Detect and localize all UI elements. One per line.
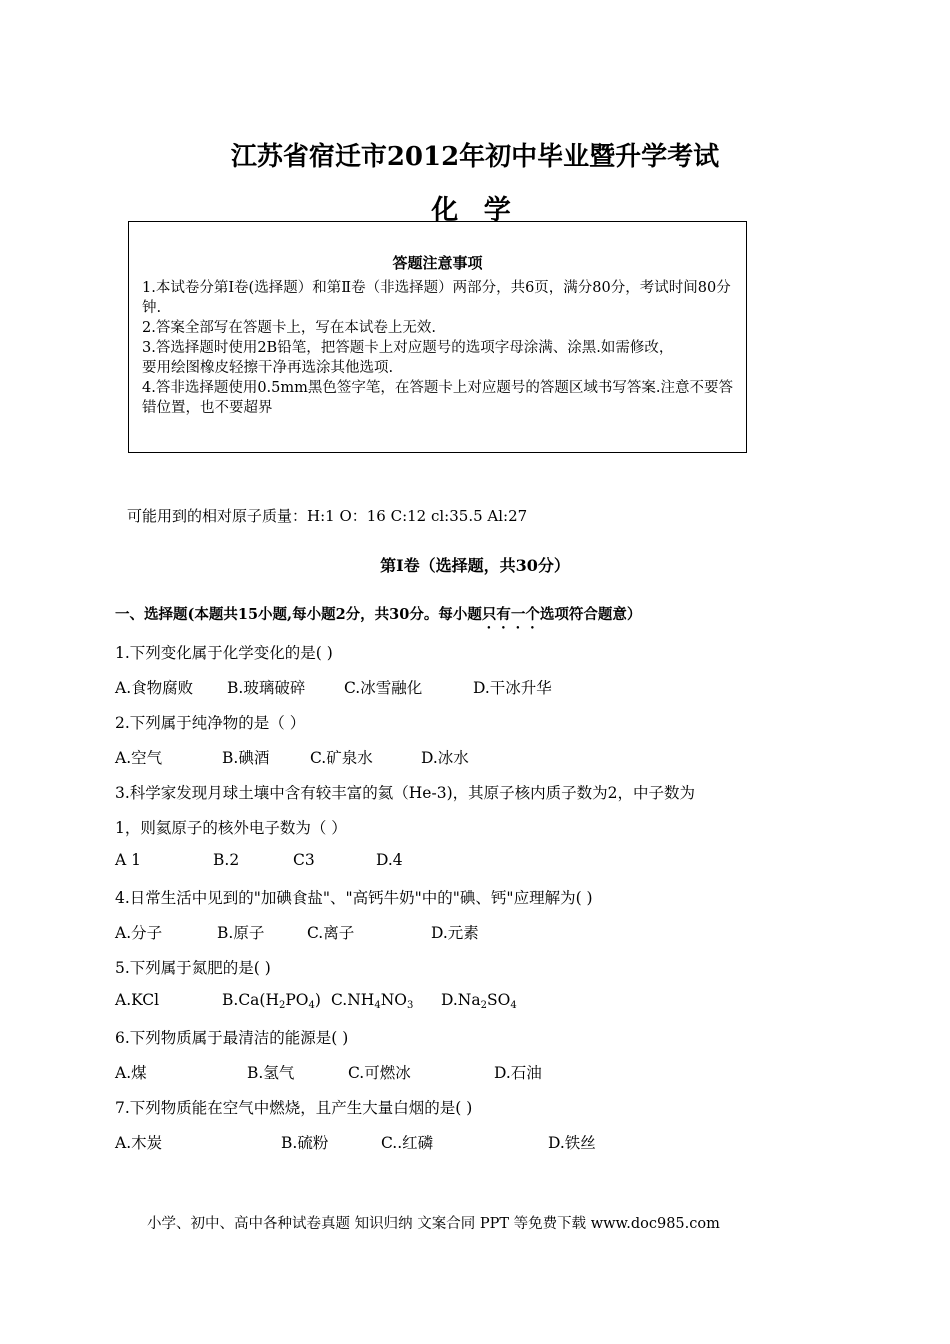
formula-subscript: 2 [278, 1000, 286, 1011]
formula-text: ) [314, 991, 321, 1009]
exam-title: 江苏省宿迁市2012年初中毕业暨升学考试 [230, 142, 720, 172]
option-a: A.空气 [115, 749, 163, 767]
option-d: D.元素 [431, 924, 479, 942]
formula-subscript: 3 [406, 1000, 414, 1011]
section-emphasis: 只有一个 [481, 606, 540, 623]
option-a: A.KCl [115, 991, 160, 1009]
option-c: C3 [293, 851, 315, 869]
question-options [115, 676, 765, 698]
option-b: B.碘酒 [222, 749, 270, 767]
question-stem: 1.下列变化属于化学变化的是( ) [115, 644, 333, 662]
question-options [115, 1061, 765, 1083]
formula-subscript: 4 [308, 1000, 315, 1011]
option-b: B.氢气 [247, 1064, 295, 1082]
question-stem: 7.下列物质能在空气中燃烧，且产生大量白烟的是( ) [115, 1099, 473, 1117]
question-options [115, 921, 765, 943]
formula-text: D.Na [441, 991, 481, 1009]
formula-text: SO [486, 991, 511, 1009]
option-d: D.冰水 [421, 749, 469, 767]
section-prefix: 一、选择题(本题共15小题,每小题2分，共30分。每小题 [115, 606, 482, 623]
subject-title: 化 学 [431, 195, 519, 226]
option-a: A.分子 [115, 924, 163, 942]
instruction-line: 2.答案全部写在答题卡上，写在本试卷上无效. [142, 320, 436, 336]
option-c: C..红磷 [381, 1134, 434, 1152]
option-a: A.食物腐败 [115, 679, 194, 697]
formula-text: B.Ca(H [222, 991, 279, 1009]
instruction-line: 3.答选择题时使用2B铅笔，把答题卡上对应题号的选项字母涂满、涂黑.如需修改， [142, 340, 674, 356]
formula-subscript: 4 [374, 1000, 381, 1011]
option-a: A.木炭 [115, 1134, 163, 1152]
section-suffix: 选项符合题意） [539, 606, 642, 623]
option-d [441, 991, 517, 1009]
question-stem-continued: 1，则氦原子的核外电子数为（ ） [115, 819, 347, 837]
option-b: B.玻璃破碎 [227, 679, 306, 697]
question-stem: 3.科学家发现月球土壤中含有较丰富的氦（He-3)，其原子核内质子数为2，中子数为 [115, 784, 695, 802]
question-stem: 2.下列属于纯净物的是（ ） [115, 714, 306, 732]
instructions-heading: 答题注意事项 [392, 254, 483, 272]
part-title: 第Ⅰ卷（选择题，共30分） [380, 556, 570, 575]
option-c: C.可燃冰 [348, 1064, 411, 1082]
page-footer: 小学、初中、高中各种试卷真题 知识归纳 文案合同 PPT 等免费下载 www.doc985.com [147, 1216, 720, 1232]
question-stem: 4.日常生活中见到的"加碘食盐"、"高钙牛奶"中的"碘、钙"应理解为( ) [115, 889, 593, 907]
option-d: D.铁丝 [548, 1134, 596, 1152]
formula-subscript: 4 [510, 1000, 517, 1011]
question-stem: 5.下列属于氮肥的是( ) [115, 959, 271, 977]
formula-text: C.NH [331, 991, 375, 1009]
atomic-masses: 可能用到的相对原子质量：H:1 O：16 C:12 cl:35.5 Al:27 [127, 507, 528, 525]
instructions-body [142, 278, 740, 418]
option-c: C.离子 [307, 924, 355, 942]
instruction-line: 1.本试卷分第Ⅰ卷(选择题）和第Ⅱ卷（非选择题）两部分，共6页，满分80分，考试时间80分钟. [142, 280, 731, 316]
option-d: D.石油 [494, 1064, 542, 1082]
section-title [115, 603, 641, 632]
formula-subscript: 2 [480, 1000, 487, 1011]
instruction-line: 4.答非选择题使用0.5mm黑色签字笔，在答题卡上对应题号的答题区域书写答案.注意不要答错位置，也不要超界 [142, 380, 733, 416]
option-c: C.矿泉水 [310, 749, 373, 767]
option-b: B.原子 [217, 924, 265, 942]
option-b: B.硫粉 [281, 1134, 329, 1152]
formula-text: NO [380, 991, 407, 1009]
question-options [115, 851, 765, 873]
formula-text: PO [285, 991, 309, 1009]
option-a: A.煤 [115, 1064, 147, 1082]
question-stem: 6.下列物质属于最清洁的能源是( ) [115, 1029, 349, 1047]
option-b: B.2 [213, 851, 240, 869]
instructions-box [128, 221, 747, 453]
option-a: A 1 [115, 851, 141, 869]
option-d: D.干冰升华 [473, 679, 552, 697]
instruction-line: 要用绘图橡皮轻擦干净再选涂其他选项. [142, 360, 394, 376]
question-options [115, 746, 765, 768]
option-c: C.冰雪融化 [344, 679, 423, 697]
option-b [222, 991, 321, 1009]
question-options [115, 991, 765, 1013]
option-d: D.4 [376, 851, 403, 869]
option-c [331, 991, 413, 1009]
question-options [115, 1131, 765, 1153]
